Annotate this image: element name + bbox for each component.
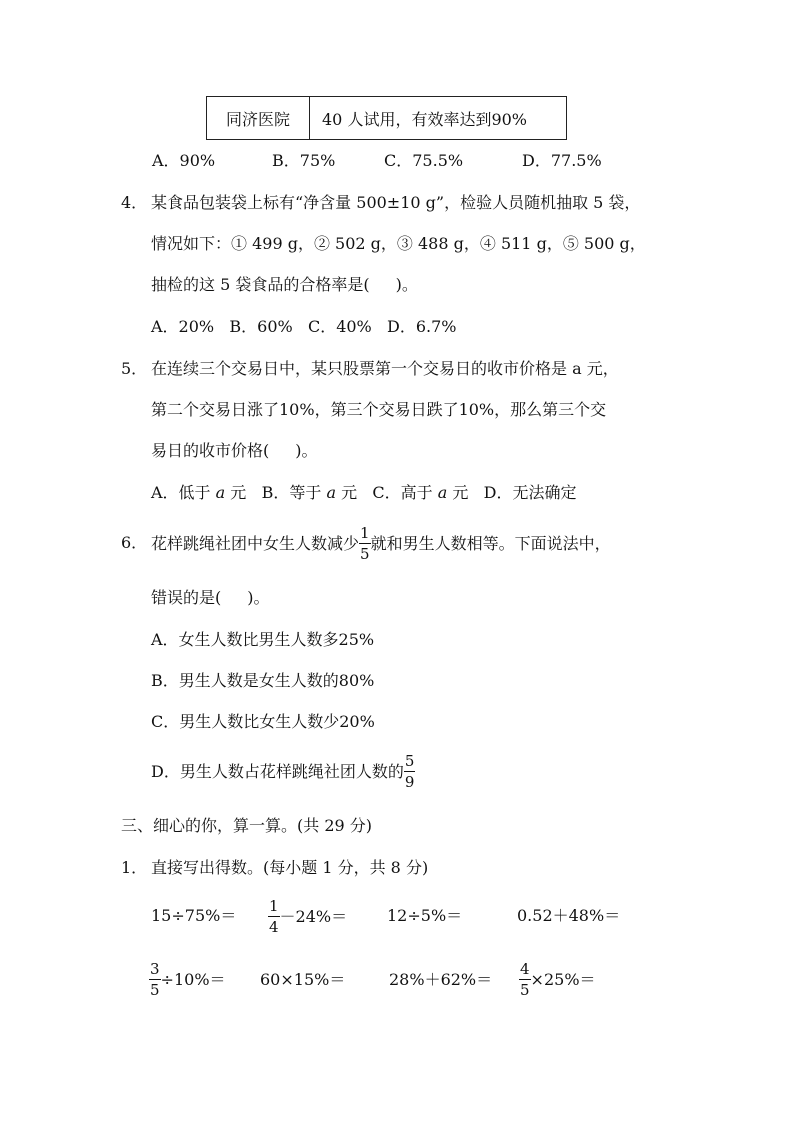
q4-line1: 某食品包装袋上标有“净含量 500±10 g”，检验人员随机抽取 5 袋， — [151, 193, 641, 212]
q5-option-a: A．低于 a 元 — [151, 483, 247, 502]
q5-line3-pre: 易日的收市价格( — [151, 441, 270, 460]
q6-number: 6． — [121, 533, 148, 552]
expr-6: 60×15%＝ — [260, 970, 346, 989]
fraction-three-fifths: $\frac{3}{5}$ — [150, 960, 160, 999]
result-cell: 40 人试用，有效率达到90% — [310, 97, 567, 140]
q4-line3-post: )。 — [395, 275, 418, 294]
hospital-cell: 同济医院 — [207, 97, 310, 140]
q6-line1 — [151, 524, 611, 564]
q5-option-d: D．无法确定 — [483, 483, 577, 502]
q4-options: A．20% B．60% C．40% D．6.7% — [151, 317, 457, 336]
q6-option-d-text: D．男生人数占花样跳绳社团人数的 — [151, 762, 404, 781]
q3-option-b: B．75% — [272, 151, 336, 170]
expr-2: $\frac{1}{4}$ －24%＝ — [269, 897, 348, 936]
q6-line2-post: )。 — [247, 588, 270, 607]
q5-option-b: B．等于 a 元 — [261, 483, 358, 502]
q5-line3 — [151, 443, 318, 459]
q5-options — [151, 485, 576, 501]
s3-q1-text: 直接写出得数。(每小题 1 分，共 8 分) — [151, 858, 429, 877]
section-title: 三、细心的你，算一算。(共 29 分) — [121, 816, 373, 835]
expr-8: $\frac{4}{5}$ ×25%＝ — [520, 960, 596, 999]
q4-line3-pre: 抽检的这 5 袋食品的合格率是( — [151, 275, 370, 294]
q3-option-c: C．75.5% — [384, 151, 464, 170]
fraction-one-fifth: $\frac{1}{5}$ — [360, 524, 370, 563]
q6-line2 — [151, 590, 270, 606]
q4-number: 4． — [121, 193, 148, 212]
q6-option-b: B．男生人数是女生人数的80% — [151, 671, 375, 690]
q6-option-d — [151, 752, 415, 792]
expr-7: 28%＋62%＝ — [389, 970, 493, 989]
fraction-four-fifths: $\frac{4}{5}$ — [520, 960, 530, 999]
q5-line2: 第二个交易日涨了10%，第三个交易日跌了10%，那么第三个交 — [151, 400, 607, 419]
q5-line3-post: )。 — [295, 441, 318, 460]
q6-option-c: C．男生人数比女生人数少20% — [151, 712, 375, 731]
expr-4: 0.52＋48%＝ — [517, 906, 621, 925]
q5-option-c: C．高于 a 元 — [372, 483, 469, 502]
fraction-one-quarter: $\frac{1}{4}$ — [269, 897, 279, 936]
expr-3: 12÷5%＝ — [387, 906, 463, 925]
q4-line3 — [151, 277, 418, 293]
table-row — [207, 97, 567, 140]
s3-q1-number: 1． — [121, 858, 148, 877]
expr-5: $\frac{3}{5}$ ÷10%＝ — [150, 960, 226, 999]
q6-line1-post: 就和男生人数相等。下面说法中， — [370, 534, 611, 553]
q6-line2-pre: 错误的是( — [151, 588, 222, 607]
hospital-table — [206, 96, 567, 140]
q5-number: 5． — [121, 359, 148, 378]
fraction-five-ninths: $\frac{5}{9}$ — [404, 752, 415, 791]
q6-option-a: A．女生人数比男生人数多25% — [151, 630, 375, 649]
q5-line1: 在连续三个交易日中，某只股票第一个交易日的收市价格是 a 元， — [151, 359, 619, 378]
expr-1: 15÷75%＝ — [151, 906, 237, 925]
q6-line1-pre: 花样跳绳社团中女生人数减少 — [151, 534, 360, 553]
q3-option-d: D．77.5% — [522, 151, 602, 170]
q4-line2: 情况如下：① 499 g，② 502 g，③ 488 g，④ 511 g，⑤ 500 g， — [151, 234, 646, 253]
q3-option-a: A．90% — [152, 151, 216, 170]
